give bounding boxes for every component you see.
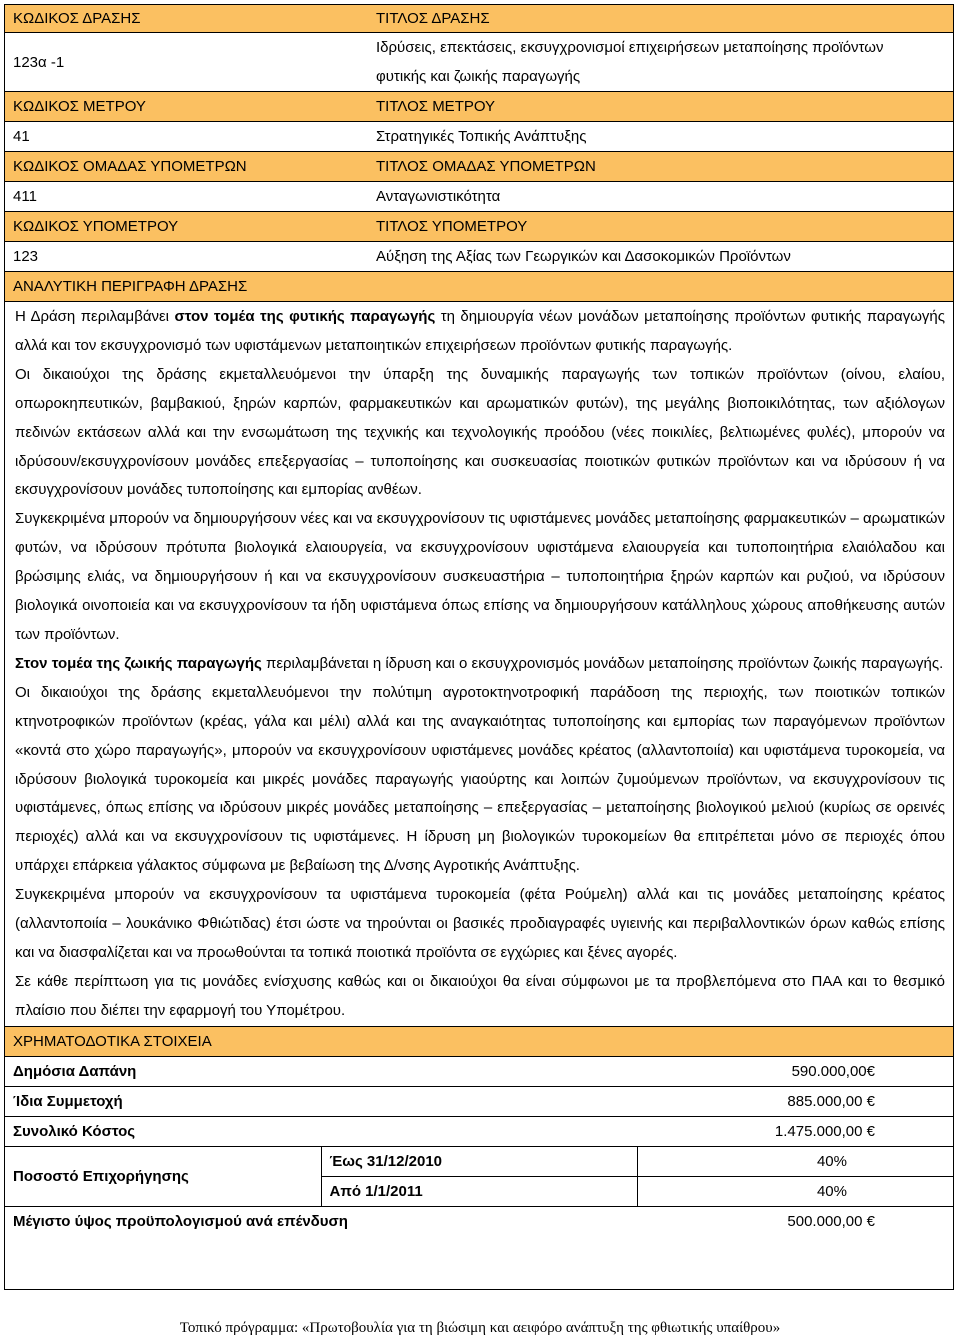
measure-code: 41: [5, 122, 368, 152]
p1-emphasis: στον τομέα της φυτικής παραγωγής: [174, 308, 436, 325]
own-contribution-value: 885.000,00 €: [637, 1086, 953, 1116]
financial-heading: ΧΡΗΜΑΤΟΔΟΤΙΚΑ ΣΤΟΙΧΕΙΑ: [5, 1027, 953, 1057]
description-paragraph: [15, 650, 945, 679]
p1-intro: Η Δράση περιλαμβάνει: [15, 308, 175, 325]
action-header-row: [5, 5, 953, 33]
total-cost-value: 1.475.000,00 €: [637, 1116, 953, 1146]
action-title-line2: φυτικής και ζωικής παραγωγής: [376, 68, 581, 85]
measure-title: Στρατηγικές Τοπικής Ανάπτυξης: [368, 122, 953, 152]
financial-table: [5, 1057, 953, 1236]
submeasure-row: [5, 242, 953, 272]
subsidy-rate-row-1: [5, 1146, 953, 1176]
description-paragraph: Οι δικαιούχοι της δράσης εκμεταλλευόμενοι την ύπαρξη της δυναμικής παραγωγής των τοπικών προϊόντων (οίνου, ελαίου, οπωροκηπευτικών, βαμβακιού, ξηρών καρπών, φαρμακευτικών και αρωματικών φυτών), της μεγάλης βιοποικιλότητας, των αξιόλογων πεδινών εκτάσεων αλλά και την ενσωμάτωση της τεχνικής και τεχνολογικής προόδου (νέες ποικιλίες, βελτιωμένες φυλές), μπορούν να ιδρύσουν/εκσυγχρονίσουν μονάδες επεξεργασίας – τυποποίησης και συσκευασίας ποιοτικών φυτικών προϊόντων και να ιδρύσουν ή να εκσυγχρονίσουν μονάδες τυποποίησης και εμπορίας ανθέων.: [15, 365, 945, 499]
max-budget-row: [5, 1206, 953, 1236]
measure-title-label: ΤΙΤΛΟΣ ΜΕΤΡΟΥ: [368, 92, 953, 122]
subsidy-rate-label: Ποσοστό Επιχορήγησης: [5, 1146, 321, 1206]
max-budget-label: Μέγιστο ύψος προϋπολογισμού ανά επένδυση: [13, 1212, 348, 1230]
action-title-line1: Ιδρύσεις, επεκτάσεις, εκσυγχρονισμοί επιχειρήσεων μεταποίησης προϊόντων: [376, 39, 884, 56]
group-title-label: ΤΙΤΛΟΣ ΟΜΑΔΑΣ ΥΠΟΜΕΤΡΩΝ: [368, 152, 953, 182]
submeasure-code: 123: [5, 242, 368, 272]
p4-emphasis: Στον τομέα της ζωικής παραγωγής: [15, 654, 262, 672]
description-paragraph: [15, 303, 945, 361]
description-body: [5, 302, 953, 1027]
group-code-label: ΚΩΔΙΚΟΣ ΟΜΑΔΑΣ ΥΠΟΜΕΤΡΩΝ: [5, 152, 368, 182]
own-contribution-row: [5, 1086, 953, 1116]
group-row: [5, 182, 953, 212]
submeasure-title-label: ΤΙΤΛΟΣ ΥΠΟΜΕΤΡΟΥ: [368, 212, 953, 242]
action-title-label: ΤΙΤΛΟΣ ΔΡΑΣΗΣ: [368, 5, 953, 33]
action-meta-table: [5, 5, 953, 272]
description-paragraph: Συγκεκριμένα μπορούν να δημιουργήσουν νέες και να εκσυγχρονίσουν τις υφιστάμενες μονάδες μεταποίησης φαρμακευτικών – αρωματικών φυτών, να ιδρύσουν πρότυπα βιολογικά ελαιουργεία, να εκσυγχρονίσουν υφιστάμενα ελαιουργεία και τυποποιητήρια ελαιόλαδου και βρώσιμης ελιάς, να δημιουργήσουν ή και να εκσυγχρονίσουν συσκευαστήρια – τυποποιητήρια ξηρών καρπών και ρυζιού, να ιδρύσουν βιολογικά οινοποιεία και να εκσυγχρονίσουν τα ήδη υφιστάμενα όπως επίσης να δημιουργήσουν κατάλληλους χώρους αποθήκευσης αυτών των προϊόντων.: [15, 510, 945, 643]
submeasure-title: Αύξηση της Αξίας των Γεωργικών και Δασοκομικών Προϊόντων: [368, 242, 953, 272]
submeasure-code-label: ΚΩΔΙΚΟΣ ΥΠΟΜΕΤΡΟΥ: [5, 212, 368, 242]
action-title: [368, 33, 953, 92]
own-contribution-label: Ίδια Συμμετοχή: [5, 1086, 637, 1116]
subsidy-period-2: Από 1/1/2011: [321, 1176, 637, 1206]
action-code: 123α -1: [5, 33, 368, 92]
action-row: [5, 33, 953, 92]
group-title: Ανταγωνιστικότητα: [368, 182, 953, 212]
public-expense-value: 590.000,00€: [637, 1057, 953, 1087]
public-expense-row: [5, 1057, 953, 1087]
max-budget-value: 500.000,00 €: [787, 1212, 875, 1230]
subsidy-rate-1: 40%: [637, 1146, 953, 1176]
submeasure-header-row: [5, 212, 953, 242]
description-paragraph: Σε κάθε περίπτωση για τις μονάδες ενίσχυσης καθώς και οι δικαιούχοι θα είναι σύμφωνοι με τα προβλεπόμενα στο ΠΑΑ και το θεσμικό πλαίσιο που διέπει την εφαρμογή του Υπομέτρου.: [15, 972, 945, 1019]
p1-rest: τη δημιουργία νέων μονάδων μεταποίησης προϊόντων φυτικής παραγωγής αλλά και τον εκσυγχρονισμό των υφιστάμενων μεταποιητικών επιχειρήσεων προϊόντων φυτικής παραγωγής.: [15, 308, 945, 354]
total-cost-row: [5, 1116, 953, 1146]
action-code-label: ΚΩΔΙΚΟΣ ΔΡΑΣΗΣ: [5, 5, 368, 33]
group-header-row: [5, 152, 953, 182]
measure-header-row: [5, 92, 953, 122]
page-footer: Τοπικό πρόγραμμα: «Πρωτοβουλία για τη βιώσιμη και αειφόρο ανάπτυξη της φθιωτικής υπαίθρου»: [179, 1320, 781, 1336]
subsidy-period-1: Έως 31/12/2010: [321, 1146, 637, 1176]
description-paragraph: Συγκεκριμένα μπορούν να εκσυγχρονίσουν τα υφιστάμενα τυροκομεία (φέτα Ρούμελη) αλλά και τις μονάδες μεταποίησης κρέατος (αλλαντοποιία – λουκάνικο Φθιώτιδας) έτσι ώστε να τηρούνται οι βασικές προδιαγραφές υγιεινής και περιβαλλοντικών όρων καθώς επίσης και να διασφαλίζεται και να προωθούνται τα τοπικά ποιοτικά προϊόντα σε εγχώριες και ξένες αγορές.: [15, 886, 945, 961]
p4-rest: περιλαμβάνεται η ίδρυση και ο εκσυγχρονισμός μονάδων μεταποίησης προϊόντων ζωικής παραγωγής.: [261, 654, 944, 672]
action-sheet: [4, 4, 954, 1290]
description-heading: ΑΝΑΛΥΤΙΚΗ ΠΕΡΙΓΡΑΦΗ ΔΡΑΣΗΣ: [5, 272, 953, 302]
public-expense-label: Δημόσια Δαπάνη: [5, 1057, 637, 1087]
group-code: 411: [5, 182, 368, 212]
subsidy-rate-2: 40%: [637, 1176, 953, 1206]
measure-row: [5, 122, 953, 152]
measure-code-label: ΚΩΔΙΚΟΣ ΜΕΤΡΟΥ: [5, 92, 368, 122]
description-paragraph: Οι δικαιούχοι της δράσης εκμεταλλευόμενοι την πολύτιμη αγροτοκτηνοτροφική παράδοση της περιοχής, των ποιοτικών τοπικών κτηνοτροφικών προϊόντων (κρέας, γάλα και μέλι) αλλά και της αναγκαιότητας τυποποίησης και εμπορίας των παραγόμενων προϊόντων «κοντά στο χώρο παραγωγής», μπορούν να εκσυγχρονίσουν υφιστάμενες μονάδες κρέατος (αλλαντοποιία) και υφιστάμενα τυροκομεία, να ιδρύσουν βιολογικά τυροκομεία και μικρές μονάδες παραγωγής γιαούρτης και λοιπών ζυμούμενων προϊόντων, να εκσυγχρονίσουν τις υφιστάμενες, όπως επίσης να ιδρύσουν μικρές μονάδες μεταποίησης – επεξεργασίας – μεταποίησης βιολογικού μελιού (κυρίως σε ορεινές περιοχές) αλλά και να εκσυγχρονίσουν τις υφιστάμενες. Η ίδρυση μη βιολογικών τυροκομείων θα επιτρέπεται μόνο σε περιοχές όπου υπάρχει επάρκεια γάλακτος σύμφωνα με βεβαίωση της Δ/νσης Αγροτικής Ανάπτυξης.: [15, 683, 945, 875]
total-cost-label: Συνολικό Κόστος: [5, 1116, 637, 1146]
